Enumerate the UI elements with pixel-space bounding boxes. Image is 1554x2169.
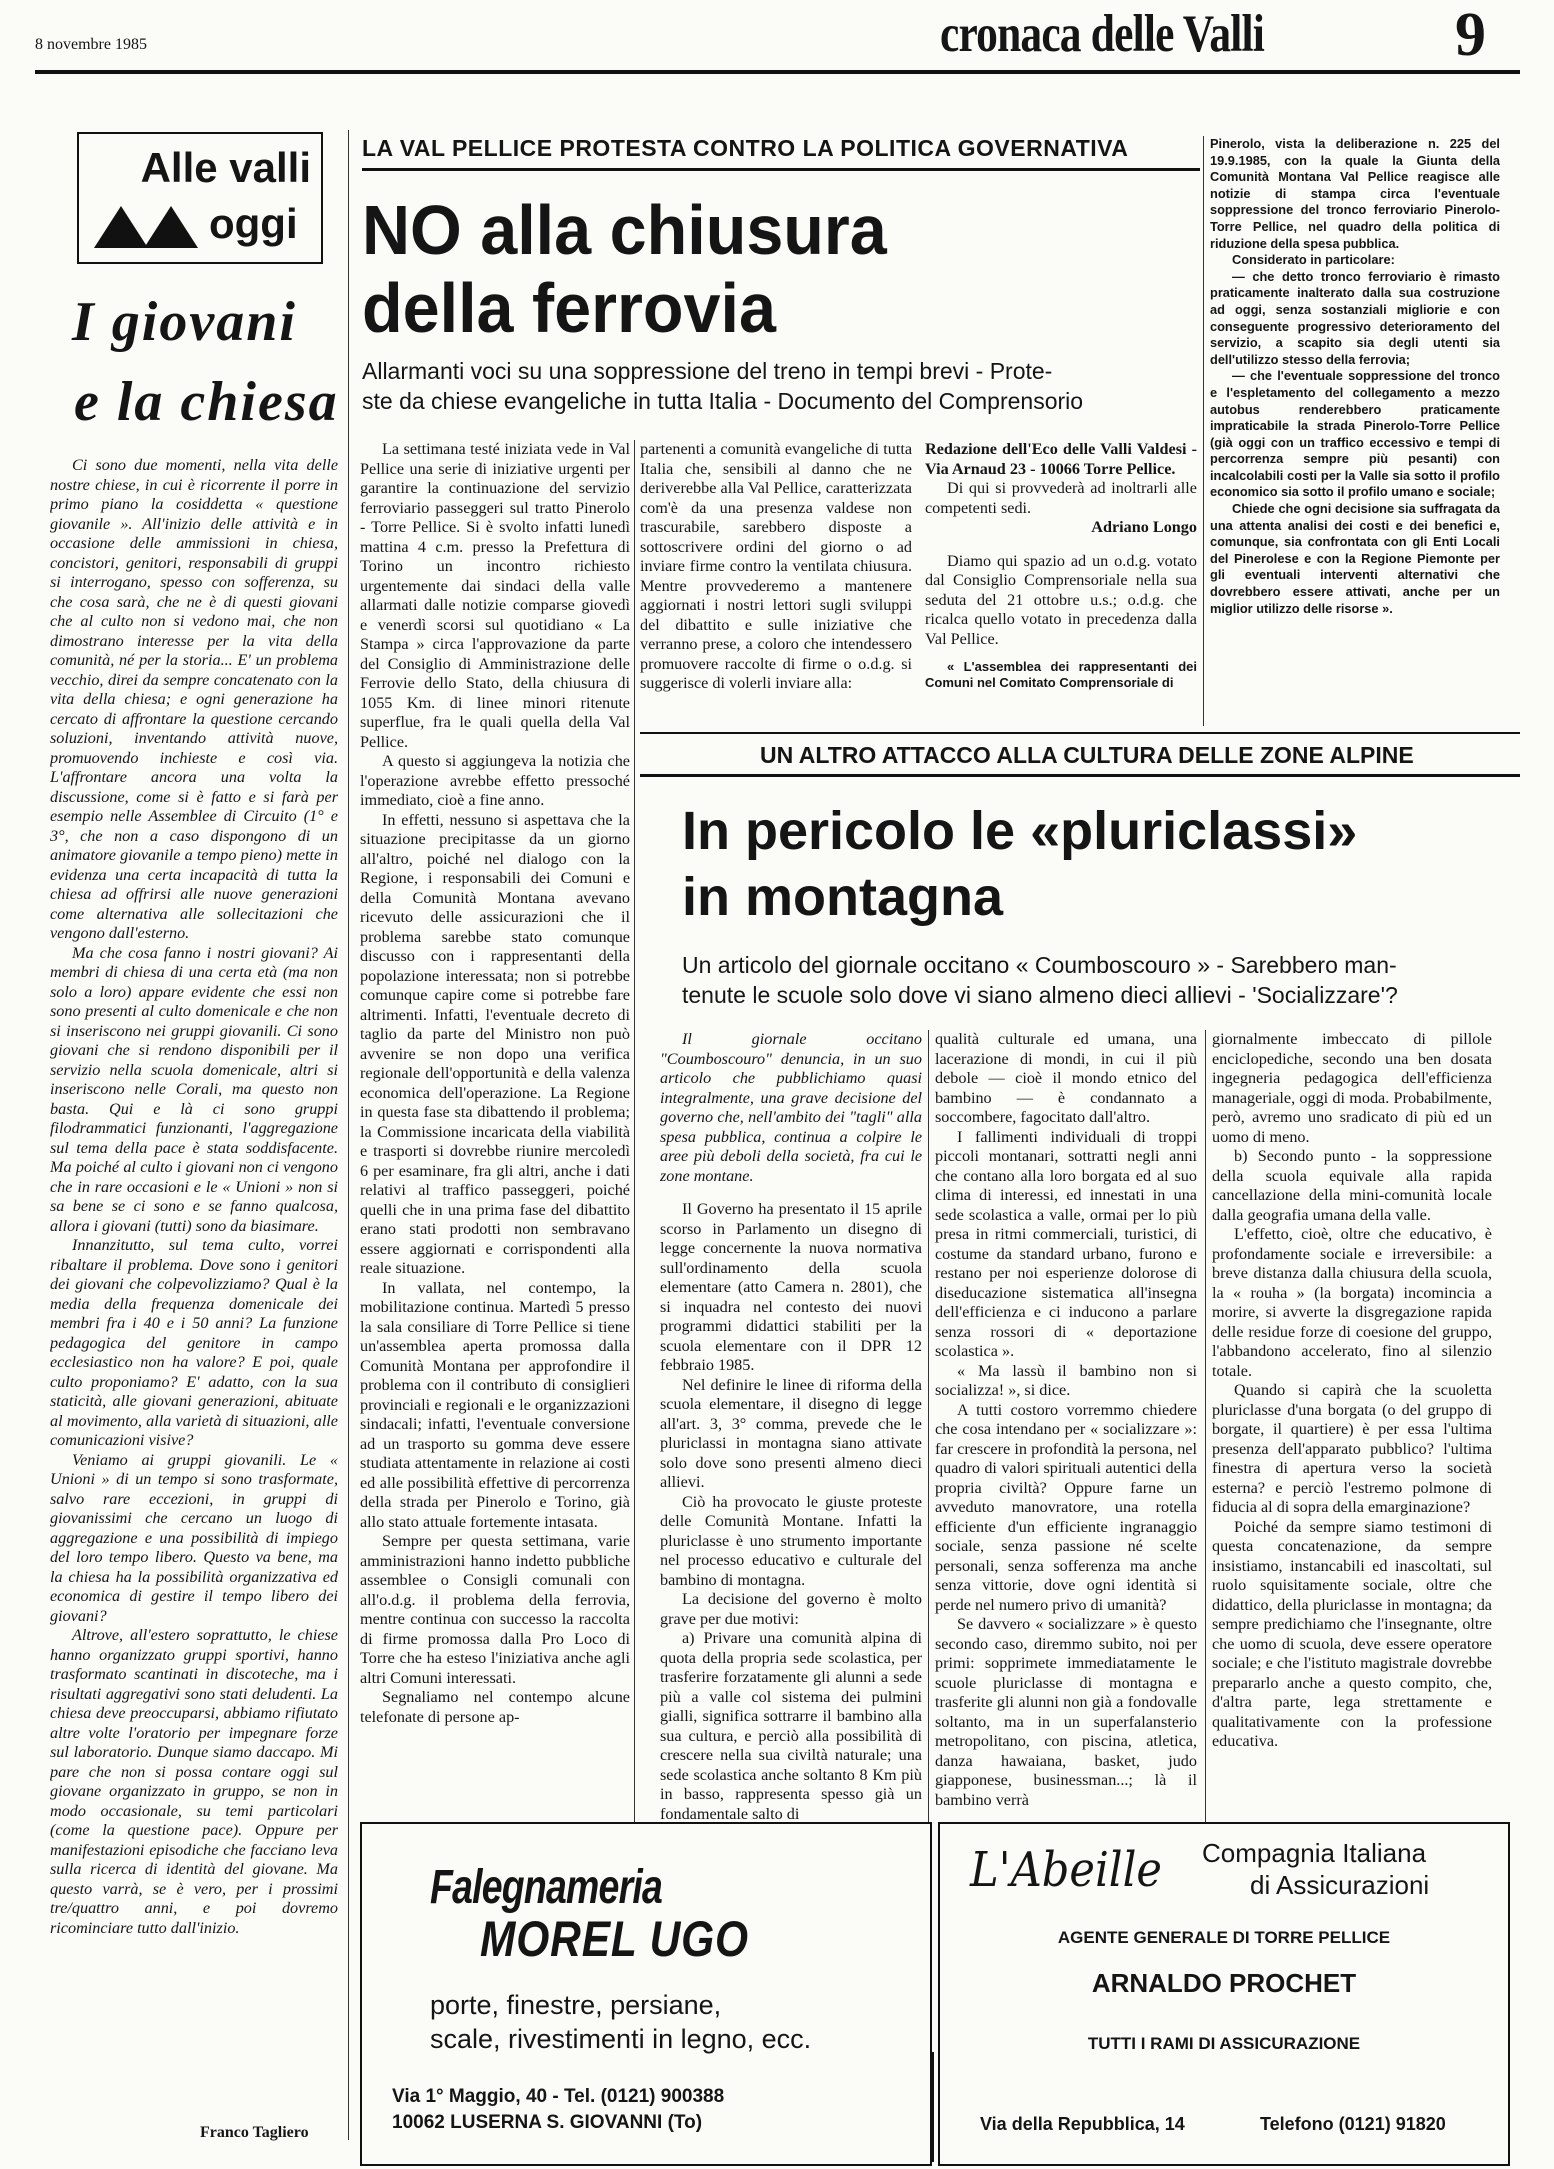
left-article-author: Franco Tagliero: [200, 2124, 309, 2141]
pluriclassi-paragraph: Ciò ha provocato le giuste proteste delle Comunità Montane. Infatti la pluriclasse è uno strumento importante nel processo educativo e culturale del bambino di montagna.: [660, 1492, 922, 1589]
section-title: cronaca delle Valli: [940, 5, 1265, 63]
ferrovia-col-1: [360, 440, 630, 2040]
left-paragraph: Ci sono due momenti, nella vita delle nostre chiese, in cui è ricorrente il porre in primo piano la cosiddetta « questione giovanile ». All'inizio delle attività e in occasione delle ammissioni in chiesa, concistori, genitori, responsabili di gruppi si interrogano, spesso con sofferenza, su che cosa sarà, che ne è di questi giovani che al culto non si vedono mai, che non dimostrano interesse per la vita della comunità, né per la storia... E' un problema vecchio, direi da sempre concatenato con la vita della chiesa; e ogni generazione ha cercato di affrontare la questione cercando soluzioni, inventando attività nuove, promuovendo inchieste e così via. L'affrontare ancora una volta la discussione, come si è fatto e si farà per esempio nelle Assemblee di Circuito (1° e 3°, che non a caso dispongono di un animatore giovanile a tempo pieno) mette in evidenza una certa incapacità di tutta la chiesa ad offrirsi alle nuove generazioni come alternativa alle sollecitazioni che vengono dall'esterno.: [50, 456, 338, 942]
ferrovia-deck-2: ste da chiese evangeliche in tutta Italia - Documento del Comprensorio: [362, 388, 1084, 414]
ferrovia-paragraph: Di qui si provvederà ad inoltrarli alle competenti sedi.: [925, 479, 1197, 517]
pluriclassi-paragraph: b) Secondo punto - la soppressione della scuola equivale alla rapida cancellazione della mini-comunità locale dalla geografia umana della valle.: [1212, 1147, 1492, 1224]
ad-left-address-2: 10062 LUSERNA S. GIOVANNI (To): [392, 2112, 703, 2133]
ferrovia-col-4: [1210, 136, 1500, 726]
ferrovia-col-3: [925, 440, 1197, 725]
pluriclassi-kicker: UN ALTRO ATTACCO ALLA CULTURA DELLE ZONE ALPINE: [760, 742, 1414, 768]
ferrovia-paragraph: Segnaliamo nel contempo alcune telefonate di persone ap-: [360, 1688, 630, 1726]
header-rule: [35, 70, 1520, 74]
pluriclassi-paragraph: L'effetto, cioè, oltre che educativo, è profondamente sociale e irreversibile: a breve distanza dalla chiusura della scuola, la « rouha » (la borgata) incomincia a morire, si avverte la disgregazione rapida delle residue forze di coesione del gruppo, l'abbandono accelerato, fino al silenzio totale.: [1212, 1225, 1492, 1380]
left-paragraph: Veniamo ai gruppi giovanili. Le « Unioni » di un tempo si sono trasformate, salvo rare eccezioni, in gruppi di giovanissimi che cercano un luogo di aggregazione e una possibilità di impiego del loro tempo libero. Questo va bene, ma la chiesa ha la possibilità organizzativa ed economica di gestire il tempo libero dei giovani?: [50, 1450, 338, 1625]
ad-right-agent: AGENTE GENERALE DI TORRE PELLICE: [1057, 1928, 1391, 1947]
ad-right-container: [938, 1822, 1510, 2166]
ferrovia-quote-start: « L'assemblea dei rappresentanti dei Comuni nel Comitato Comprensoriale di: [925, 659, 1197, 690]
ad-right-company-2: di Assicurazioni: [1250, 1870, 1430, 1900]
ad-right-logo: L'Abeille: [970, 1842, 1162, 1898]
ad-right-services: TUTTI I RAMI DI ASSICURAZIONE: [1087, 2034, 1361, 2053]
ferrovia-intro: Diamo qui spazio ad un o.d.g. votato dal Consiglio Comprensoriale nella sua seduta del 21 ottobre u.s.; o.d.g. che ricalca quello votato in precedenza dalla Val Pellice.: [925, 551, 1197, 648]
ad-left-desc-1: porte, finestre, persiane,: [430, 1990, 722, 2020]
pluriclassi-headline-2: in montagna: [682, 867, 1003, 927]
odg-paragraph: — che detto tronco ferroviario è rimasto praticamente inalterato dalla sua costruzione ad oggi, senza sostanziali migliorie e con conseguente progressivo deterioramento del servizio, a scapito sia degli utenti sia dell'utilizzo stesso della ferrovia;: [1210, 268, 1500, 367]
ferrovia-deck-1: Allarmanti voci su una soppressione del treno in tempi brevi - Prote-: [362, 358, 1053, 384]
ferrovia-headline-2: della ferrovia: [362, 269, 776, 347]
ad-left-container: [360, 1822, 932, 2166]
pluriclassi-paragraph: Se davvero « socializzare » è questo secondo caso, diremmo subito, noi per primi: sopprimete immediatamente le scuole pluriclasse di montagna e trasferite gli alunni non già a fondovalle soltanto, ma in un superfalansterio metropolitano, con piscina, atletica, danza hawaiana, basket, judo giapponese, businessman...; là il bambino verrà: [935, 1615, 1197, 1809]
pluriclassi-intro: Il giornale occitano "Coumboscouro" denuncia, in un suo articolo che pubblichiamo quasi integralmente, una grave decisione del governo che, nell'ambito dei "tagli" alla spesa pubblica, continua a colpire le aree più deboli della società, fra cui le zone montane.: [660, 1030, 922, 1185]
box-title: Alle valli: [140, 144, 311, 191]
pluriclassi-kicker-rule: [640, 774, 1520, 777]
ad-left-name-1: Falegnameria: [430, 1861, 663, 1914]
ferrovia-author: Adriano Longo: [1091, 518, 1197, 536]
ad-right-address: Via della Repubblica, 14: [980, 2114, 1185, 2134]
odg-paragraph: — che l'eventuale soppressione del tronco e l'espletamento del collegamento a mezzo autobus renderebbero praticamente impraticabile la strada Pinerolo-Torre Pellice (già oggi con un traffico eccessivo e tempi di percorrenza sempre più pesanti) con incalcolabili costi per la Valle sia sotto il profilo economico sia sotto il profilo umano e sociale;: [1210, 368, 1500, 500]
ferrovia-address: Redazione dell'Eco delle Valli Valdesi - Via Arnaud 23 - 10066 Torre Pellice.: [925, 440, 1197, 478]
mountains-icon: [94, 202, 204, 253]
pluriclassi-paragraph: A tutti costoro vorremmo chiedere che cosa intendano per « socializzare »: far crescere in profondità la persona, nel quadro di valori spirituali autentici della propria civiltà? Oppure farne un avveduto manovratore, una rotella efficiente d'un efficiente ingranaggio sociale, senza passione né scelte personali, senza sofferenza ma anche senza vittorie, dove ogni identità si perde nel numero privo di umanità?: [935, 1400, 1197, 1614]
ferrovia-paragraph: A questo si aggiungeva la notizia che l'operazione avrebbe effetto pressoché immediato, cioè a fine anno.: [360, 752, 630, 809]
column-divider: [634, 440, 635, 2040]
ad-right-name: ARNALDO PROCHET: [1091, 1968, 1357, 1998]
ferrovia-col-2: [640, 440, 912, 700]
ad-left-address-1: Via 1° Maggio, 40 - Tel. (0121) 900388: [392, 2086, 725, 2107]
pluriclassi-paragraph: La decisione del governo è molto grave per due motivi:: [660, 1590, 922, 1628]
left-article-body: [50, 456, 338, 2116]
ferrovia-kicker: LA VAL PELLICE PROTESTA CONTRO LA POLITICA GOVERNATIVA: [362, 135, 1129, 161]
ferrovia-headline-1: NO alla chiusura: [362, 191, 887, 269]
column-divider: [1203, 136, 1204, 726]
ferrovia-kicker-rule: [362, 168, 1200, 171]
ad-right-phone: Telefono (0121) 91820: [1260, 2114, 1446, 2134]
ferrovia-paragraph: La settimana testé iniziata vede in Val Pellice una serie di iniziative urgenti per garantire la continuazione del servizio ferroviario passeggeri sul tratto Pinerolo - Torre Pellice. Si è svolto infatti lunedì mattina 4 c.m. presso la Prefettura di Torino un incontro richiesto urgentemente dai sindaci della valle allarmati dalle notizie comparse giovedì e venerdì scorsi sul quotidiano « La Stampa » circa l'approvazione da parte del Consiglio di Amministrazione delle Ferrovie dello Stato, della chiusura di 1055 Km. di linee minori ritenute superflue, fra le quali quella della Val Pellice.: [360, 440, 630, 751]
pluriclassi-paragraph: « Ma lassù il bambino non si socializza! », si dice.: [935, 1361, 1197, 1399]
odg-paragraph: Pinerolo, vista la deliberazione n. 225 del 19.9.1985, con la quale la Giunta della Comunità Montana Val Pellice reagisce alle notizie di stampa circa l'eventuale soppressione del tronco ferroviario Pinerolo-Torre Pellice, nel quadro della politica di riduzione della spesa pubblica.: [1210, 136, 1500, 251]
column-divider: [348, 130, 349, 2140]
pluriclassi-deck-1: Un articolo del giornale occitano « Coumboscouro » - Sarebbero man-: [682, 952, 1397, 978]
page-number: 9: [1455, 1, 1486, 69]
pluriclassi-paragraph: I fallimenti individuali di troppi piccoli montanari, sottratti negli anni che contano alla loro borgata ed al suo clima di interessi, ed innestati in una sede scolastica a valle, ormai per lo più presa in ritmi commerciali, turistici, di costume da standard urbano, furono e restano per noi esperienze dolorose di diseducazione sistematica all'insegna dell'efficienza e ci inducono a parlare senza rossori di « deportazione scolastica ».: [935, 1127, 1197, 1360]
pluriclassi-paragraph: Poiché da sempre siamo testimoni di questa concatenazione, da sempre insistiamo, instancabili ed inascoltati, sul ruolo squisitamente sociale, oltre che didattico, della pluriclasse in montagna; da sempre predichiamo che l'insegnante, oltre che uomo di scuola, deve essere operatore sociale; e che l'istituto magistrale dovrebbe prepararlo anche a questo compito, che, d'altra parte, lega strettamente e qualitativamente con la professione educativa.: [1212, 1517, 1492, 1750]
ad-right-company-1: Compagnia Italiana: [1202, 1838, 1427, 1868]
alle-valli-box: [77, 132, 323, 264]
ferrovia-paragraph: In effetti, nessuno si aspettava che la situazione precipitasse da un giorno all'altro, poiché nel dialogo con la Regione, i responsabili dei Comuni e della Comunità Montana avevano ricevuto delle assicurazioni che il problema sarebbe stato comunque discusso con i rappresentanti della popolazione interessata; non si potrebbe comunque capire come si potrebbe fare altrimenti. Infatti, l'eventuale decreto di taglio da parte del Ministro non può avvenire se non dopo una verifica regionale dell'opportunità e della valenza economica dell'operazione. La Regione in questa fase sta dibattendo il problema; la Commissione incaricata della viabilità e trasporti si dovrebbe riunire mercoledì 6 per esaminare, fra gli altri, anche i dati relativi al traffico passeggeri, poiché quelli che in una prima fase del dibattito erano stati prodotti non sembravano essere aggiornati e corrispondenti alla reale situazione.: [360, 810, 630, 1277]
left-paragraph: Ma che cosa fanno i nostri giovani? Ai membri di chiesa di una certa età (ma non solo a loro) appare evidente che essi non sono presenti al culto domenicale e che non si inseriscono nei gruppi giovanili. Ci sono giovani che si rendono disponibili per il servizio nella scuola domenicale, altri si inseriscono nelle Corali, ma questo non basta. Qui e là ci sono gruppi filodrammatici funzionanti, l'aggregazione sul tema della pace è stata soddisfacente. Ma poiché al culto i giovani non ci vengono che in rare occasioni e le « Unioni » non si sa bene se ci sono e se fanno qualcosa, allora i giovani (tutti) sono da biasimare.: [50, 943, 338, 1235]
pluriclassi-paragraph: giornalmente imbeccato di pillole enciclopediche, secondo una ben dosata ingegneria pedagogica dell'efficienza manageriale, oggi di moda. Probabilmente, però, avremo uno sradicato di più ed un uomo di meno.: [1212, 1030, 1492, 1146]
header-date: 8 novembre 1985: [35, 36, 147, 53]
pluriclassi-paragraph: Il Governo ha presentato il 15 aprile scorso in Parlamento un disegno di legge concernente la nuova normativa sull'ordinamento della scuola elementare (atto Camera n. 2801), che si inquadra nel contesto dei nuovi programmi didattici stabiliti per la scuola elementare con il DPR 12 febbraio 1985.: [660, 1200, 922, 1374]
pluriclassi-headline-1: In pericolo le «pluriclassi»: [682, 801, 1358, 861]
pluriclassi-deck-2: tenute le scuole solo dove vi siano almeno dieci allievi - 'Socializzare'?: [682, 982, 1398, 1008]
ferrovia-paragraph: Sempre per questa settimana, varie amministrazioni hanno indetto pubbliche assemblee o Consigli comunali con all'o.d.g. il problema della ferrovia, mentre continua con successo la raccolta di firme promossa dalla Pro Loco di Torre che ha esteso l'iniziativa anche agli altri Comuni interessati.: [360, 1532, 630, 1687]
left-paragraph: Altrove, all'estero soprattutto, le chiese hanno organizzato gruppi sportivi, hanno trasformato scantinati in discoteche, ma i risultati aggregativi sono stati deludenti. La chiesa deve preoccuparsi, abbiamo rifiutato altre volte l'oratorio per impegnare forze sul laboratorio. Dunque siamo daccapo. Mi pare che non si possa contare oggi sul giovane organizzato in gruppo, se non in modo occasionale, su temi particolari (come la questione pace). Oppure per manifestazioni episodiche che facciano leva sulla ricerca di identità del giovane. Ma questo varrà, se è vero, per i prossimi tre/quattro anni, e poi dovremo ricominciare tutto dall'inizio.: [50, 1626, 338, 1937]
odg-paragraph: Considerato in particolare:: [1232, 252, 1395, 268]
pluriclassi-paragraph: Nel definire le linee di riforma della scuola elementare, il disegno di legge all'art. 3, 3° comma, prevede che le pluriclassi in montagna siano attivate solo dove sono presenti almeno dieci allievi.: [660, 1375, 922, 1491]
pluriclassi-paragraph: Quando si capirà che la scuoletta pluriclasse d'una borgata (o del gruppo di borgate, il quartiere) è per essa l'ultima presenza dell'apparato pubblico? l'ultima finestra di apertura verso la società esterna? e perciò l'estremo polmone di fiducia al di sopra della emarginazione?: [1212, 1381, 1492, 1516]
odg-paragraph: Chiede che ogni decisione sia suffragata da una attenta analisi dei costi e dei benefici e, comunque, sia confrontata con gli Enti Locali del Pinerolese e con la Regione Piemonte per gli eventuali interventi alternativi che dovrebbero essere attivati, anche per un miglior utilizzo delle risorse ».: [1210, 501, 1500, 616]
left-paragraph: Innanzitutto, sul tema culto, vorrei ribaltare il problema. Dove sono i genitori dei giovani che colpevolizziamo? Qual è la media della frequenza domenicale dei membri fra i 40 e i 50 anni? La funzione pedagogica del genitore in campo ecclesiastico non ha valore? E poi, quale culto proponiamo? E' adatto, con la sua staticità, alle giovani generazioni, abituate al movimento, alla varietà di situazioni, alle comunicazioni visive?: [50, 1236, 338, 1449]
box-subtitle: oggi: [209, 200, 298, 247]
pluriclassi-top-rule: [640, 732, 1520, 734]
left-article-title-2: e la chiesa: [74, 371, 339, 433]
ferrovia-paragraph: In vallata, nel contempo, la mobilitazione continua. Martedì 5 presso la sala consiliare di Torre Pellice si tiene un'assemblea aperta promossa dalla Comunità Montana per approfondire il problema con il contributo di consiglieri provinciali e regionali e le organizzazioni sindacali; infatti, l'eventuale conversione ad un trasporto su gomma deve essere studiata attentamente in relazione ai costi ed alle possibilità effettive di percorrenza della strada per Pinerolo e Torino, già allo stato attuale fortemente intasata.: [360, 1278, 630, 1531]
ferrovia-paragraph: partenenti a comunità evangeliche di tutta Italia che, sensibili al danno che ne deriverebbe alla Val Pellice, caratterizzata com'è da una presenza valdese non trascurabile, sarebbero disposte a sottoscrivere ordini del giorno o ad inviare firme contro la ventilata chiusura. Mentre provvederemo a mantenere aggiornati i nostri lettori sugli sviluppi del dibattito e sulle iniziative che verranno prese, a coloro che intendessero promuovere raccolte di firme o o.d.g. si suggerisce di volerli inviare alla:: [640, 440, 912, 692]
ad-left-desc-2: scale, rivestimenti in legno, ecc.: [430, 2024, 812, 2054]
pluriclassi-paragraph: a) Privare una comunità alpina di quota della propria sede scolastica, per trasferire forzatamente gli alunni a sede più a valle col sistema dei pulmini gialli, significa sottrarre il bambino alla sua cultura, e perciò alla possibilità di crescere nella sua civiltà naturale; una sede scolastica anche soltanto 8 Km più in basso, rappresenta spesso già un fondamentale salto di: [660, 1629, 922, 1823]
ad-left-name-2: MOREL UGO: [480, 1911, 749, 1967]
pluriclassi-paragraph: qualità culturale ed umana, una lacerazione di mondi, in cui il più debole — cioè il mondo etnico del bambino — è condannato a soccombere, fagocitato dall'altro.: [935, 1030, 1197, 1126]
left-article-title-1: I giovani: [72, 291, 297, 353]
